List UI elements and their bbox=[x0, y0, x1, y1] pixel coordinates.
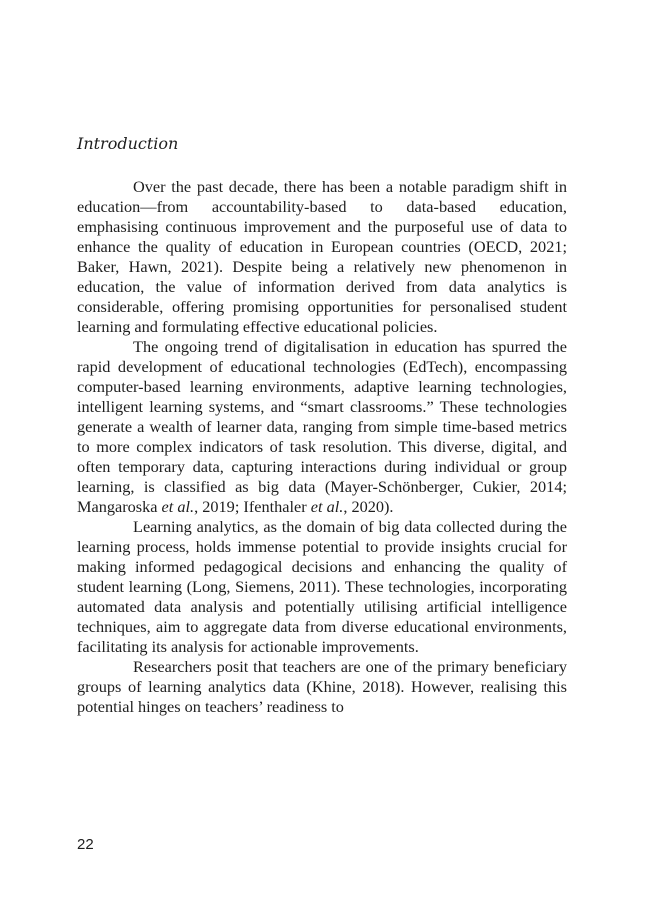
paragraph-1 bbox=[77, 177, 567, 337]
paragraph-2 bbox=[77, 337, 567, 517]
italic-text: et al. bbox=[310, 497, 344, 516]
text-run: , 2019; Ifenthaler bbox=[194, 497, 311, 516]
text-run: The ongoing trend of digitalisation in education has spurred the rapid development of educational technologies (EdTech), encompassing computer-based learning environments, adaptive learning technologies, intelligent learning systems, and “smart classrooms.” These technologies generate a wealth of learner data, ranging from simple time-based metrics to more complex indicators of task resolution. This diverse, digital, and often temporary data, capturing interactions during individual or group learning, is classified as big data (Mayer-Schönberger, Cukier, 2014; Mangaroska bbox=[77, 337, 567, 516]
paragraph-4 bbox=[77, 657, 567, 717]
text-run: Researchers posit that teachers are one of the primary beneficiary groups of learning analytics data (Khine, 2018). However, realising this potential hinges on teachers’ readiness to bbox=[77, 657, 567, 716]
italic-text: et al. bbox=[161, 497, 195, 516]
section-heading: Introduction bbox=[77, 134, 179, 153]
text-run: , 2020). bbox=[343, 497, 394, 516]
text-run: Over the past decade, there has been a notable paradigm shift in education—from accountability-based to data-based education, emphasising continuous improvement and the purposeful use of data to enhance the quality of education in European countries (OECD, 2021; Baker, Hawn, 2021). Despite being a relatively new phenomenon in education, the value of information derived from data analytics is considerable, offering promising opportunities for personalised student learning and formulating effective educational policies. bbox=[77, 177, 567, 336]
body-text bbox=[77, 177, 567, 717]
page-number: 22 bbox=[77, 836, 94, 853]
paragraph-3 bbox=[77, 517, 567, 657]
text-run: Learning analytics, as the domain of big data collected during the learning process, holds immense potential to provide insights crucial for making informed pedagogical decisions and enhancing the quality of student learning (Long, Siemens, 2011). These technologies, incorporating automated data analysis and potentially utilising artificial intelligence techniques, aim to aggregate data from diverse educational environments, facilitating its analysis for actionable improvements. bbox=[77, 517, 567, 656]
